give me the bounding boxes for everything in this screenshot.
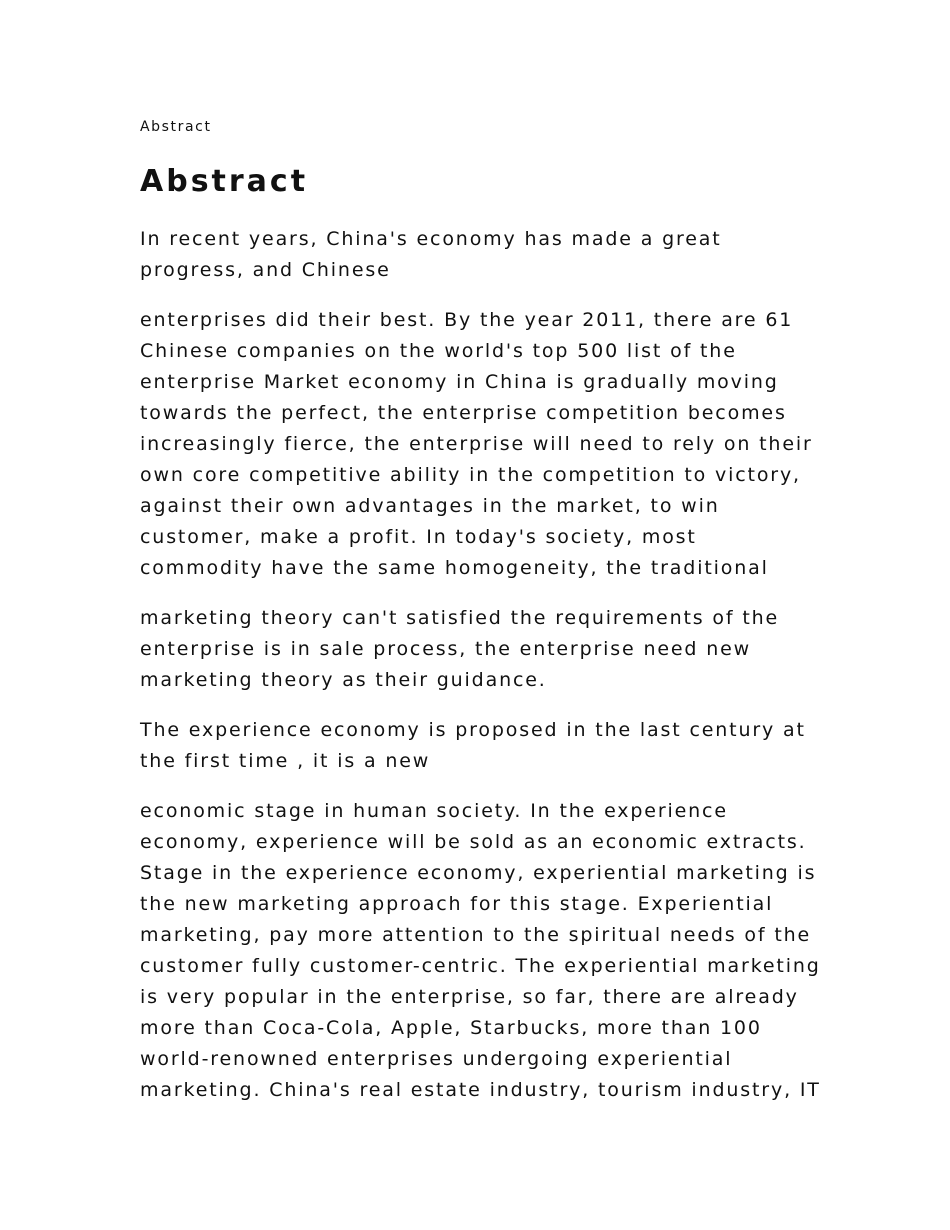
text-line: customer fully customer-centric. The experiential marketing bbox=[140, 955, 821, 977]
text-line: world-renowned enterprises undergoing experiential bbox=[140, 1048, 733, 1070]
text-line: economy, experience will be sold as an economic extracts. bbox=[140, 831, 807, 853]
text-line: the new marketing approach for this stage. Experiential bbox=[140, 893, 774, 915]
text-line: own core competitive ability in the competition to victory, bbox=[140, 464, 801, 486]
text-line: increasingly fierce, the enterprise will need to rely on their bbox=[140, 433, 813, 455]
paragraph-2 bbox=[140, 305, 840, 584]
text-line: commodity have the same homogeneity, the traditional bbox=[140, 557, 769, 579]
text-line: Chinese companies on the world's top 500 list of the bbox=[140, 340, 737, 362]
text-line: marketing, pay more attention to the spiritual needs of the bbox=[140, 924, 812, 946]
running-header: Abstract bbox=[140, 119, 212, 135]
abstract-body bbox=[140, 224, 840, 1125]
text-line: customer, make a profit. In today's society, most bbox=[140, 526, 697, 548]
text-line: towards the perfect, the enterprise competition becomes bbox=[140, 402, 787, 424]
paragraph-5 bbox=[140, 796, 840, 1106]
text-line: enterprises did their best. By the year 2011, there are 61 bbox=[140, 309, 794, 331]
text-line: marketing theory as their guidance. bbox=[140, 669, 547, 691]
text-line: enterprise Market economy in China is gradually moving bbox=[140, 371, 779, 393]
text-line: against their own advantages in the market, to win bbox=[140, 495, 720, 517]
paragraph-4 bbox=[140, 715, 840, 777]
text-line: marketing theory can't satisfied the requirements of the bbox=[140, 607, 780, 629]
text-line: progress, and Chinese bbox=[140, 259, 391, 281]
paragraph-3 bbox=[140, 603, 840, 696]
text-line: The experience economy is proposed in the last century at bbox=[140, 719, 806, 741]
text-line: economic stage in human society. In the experience bbox=[140, 800, 728, 822]
page-title: Abstract bbox=[140, 164, 309, 199]
text-line: the first time , it is a new bbox=[140, 750, 431, 772]
text-line: more than Coca-Cola, Apple, Starbucks, more than 100 bbox=[140, 1017, 762, 1039]
text-line: Stage in the experience economy, experiential marketing is bbox=[140, 862, 817, 884]
text-line: marketing. China's real estate industry, tourism industry, IT bbox=[140, 1079, 821, 1101]
text-line: is very popular in the enterprise, so far, there are already bbox=[140, 986, 799, 1008]
text-line: enterprise is in sale process, the enterprise need new bbox=[140, 638, 752, 660]
paragraph-1 bbox=[140, 224, 840, 286]
text-line: In recent years, China's economy has made a great bbox=[140, 228, 722, 250]
